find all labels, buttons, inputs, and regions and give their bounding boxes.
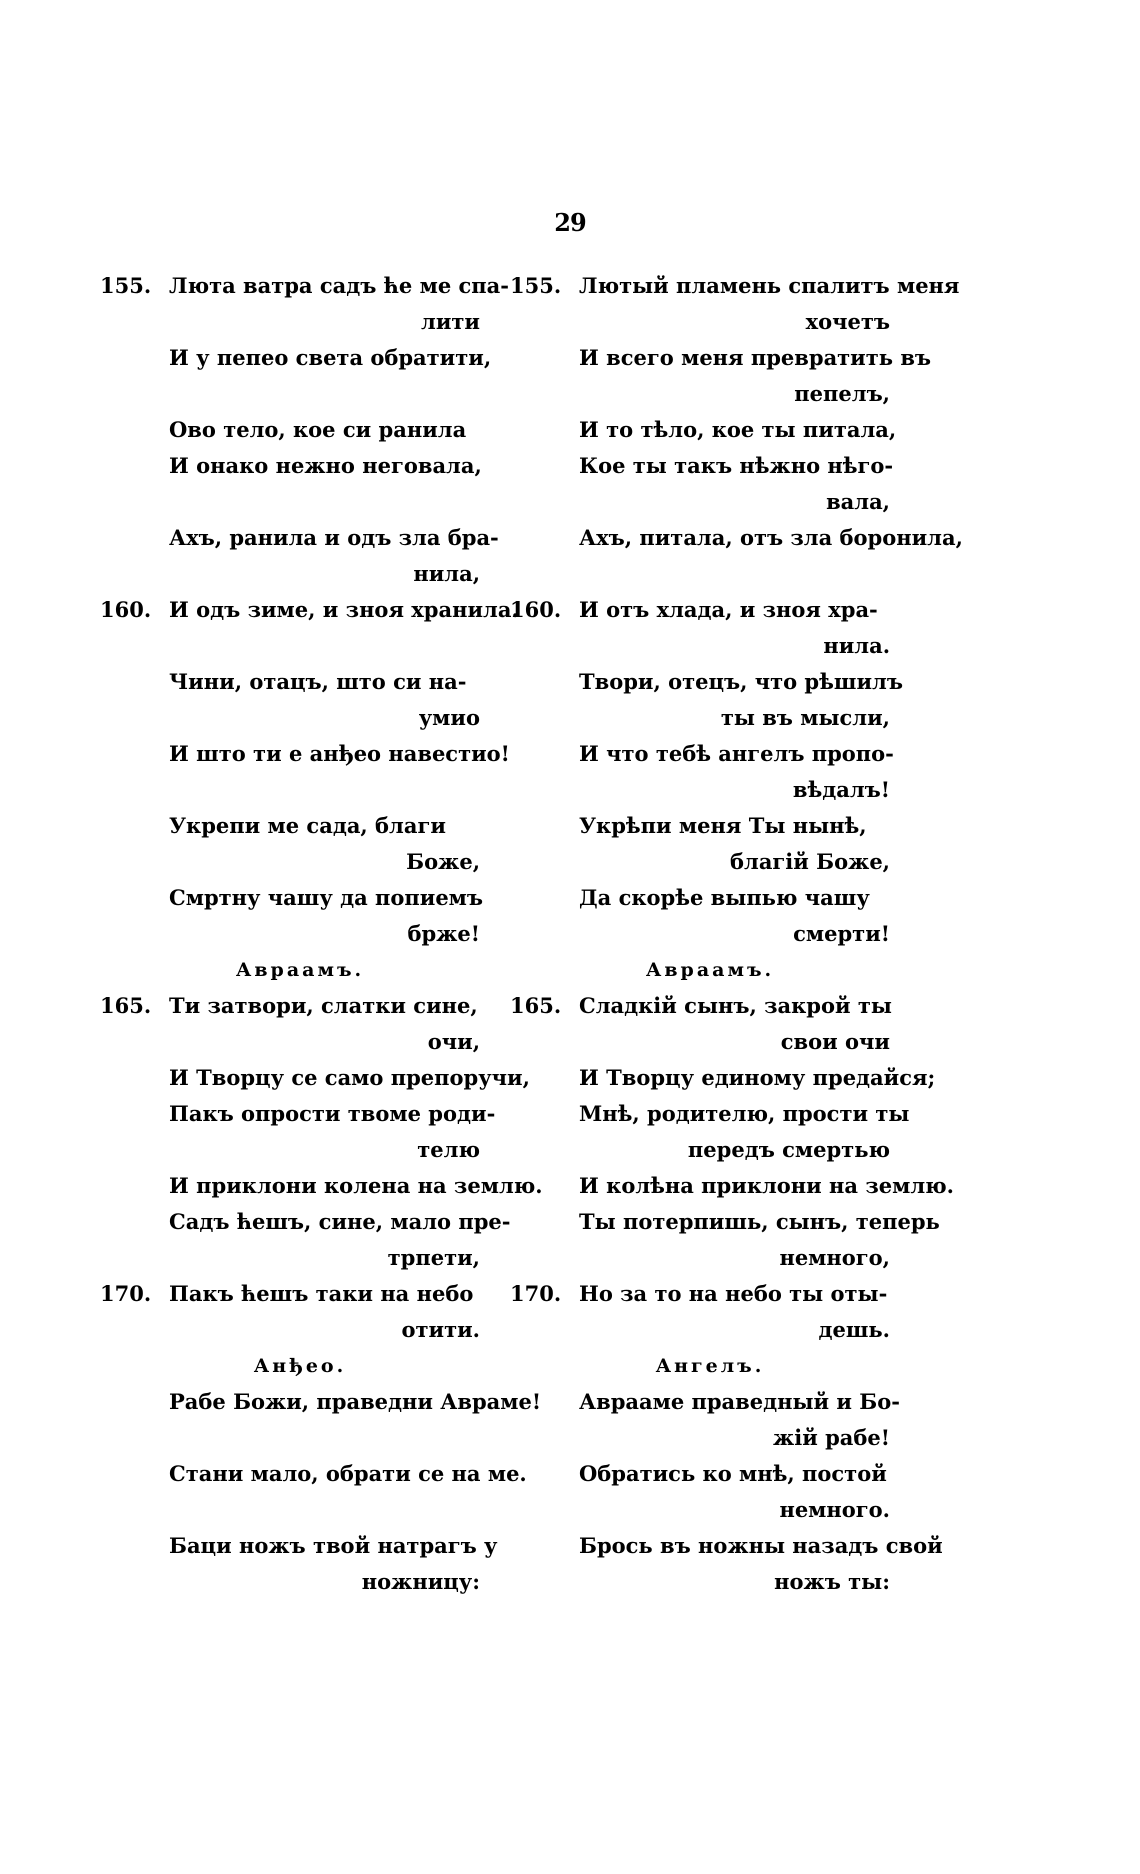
continuation-text: ножницу: (361, 1569, 480, 1594)
verse-line (510, 736, 910, 772)
verse-continuation (510, 772, 910, 808)
verse-line (100, 808, 500, 844)
verse-number: 160. (510, 597, 562, 622)
verse-line (510, 1384, 910, 1420)
verse-text: И одъ зиме, и зноя хранила. (169, 597, 519, 622)
verse-number: 155. (510, 273, 562, 298)
verse-line (510, 664, 910, 700)
speaker-heading (100, 952, 500, 988)
speaker-heading (510, 952, 910, 988)
continuation-text: хочетъ (805, 309, 890, 334)
russian-column (510, 268, 963, 1600)
verse-text: Твори, отецъ, что рѣшилъ (579, 669, 903, 694)
verse-text: И Творцу единому предайся; (579, 1065, 936, 1090)
continuation-text: ножъ ты: (774, 1569, 890, 1594)
verse-line (510, 880, 910, 916)
continuation-text: благій Боже, (730, 849, 890, 874)
speaker-name: Анђео. (253, 1355, 347, 1377)
verse-continuation (100, 1132, 500, 1168)
verse-continuation (510, 916, 910, 952)
speaker-heading (510, 1348, 910, 1384)
verse-number: 155. (100, 273, 152, 298)
verse-number: 165. (100, 993, 152, 1018)
verse-line (100, 268, 509, 304)
verse-line (100, 520, 500, 556)
verse-continuation (510, 304, 910, 340)
verse-text: Укрепи ме сада, благи (169, 813, 446, 838)
verse-text: Аврааме праведный и Бо- (579, 1389, 900, 1414)
verse-line (510, 1456, 910, 1492)
verse-continuation (100, 844, 500, 880)
continuation-text: передъ смертью (687, 1137, 890, 1162)
continuation-text: вѣдалъ! (792, 777, 890, 802)
continuation-text: дешь. (818, 1317, 890, 1342)
verse-text: Рабе Божи, праведни Авраме! (169, 1389, 542, 1414)
verse-text: И Творцу се само препоручи, (169, 1065, 530, 1090)
continuation-text: нила. (823, 633, 890, 658)
verse-continuation (510, 844, 910, 880)
verse-line (100, 412, 500, 448)
verse-continuation (100, 1024, 500, 1060)
verse-continuation (510, 1492, 910, 1528)
speaker-name: Ангелъ. (655, 1355, 765, 1377)
continuation-text: умио (418, 705, 480, 730)
verse-text: Ты потерпишь, сынъ, теперь (579, 1209, 940, 1234)
verse-line (100, 1168, 543, 1204)
verse-text: И то тѣло, кое ты питала, (579, 417, 897, 442)
verse-continuation (510, 1024, 910, 1060)
verse-line (100, 664, 500, 700)
verse-text: Мнѣ, родителю, прости ты (579, 1101, 910, 1126)
verse-line (100, 880, 500, 916)
verse-text: Укрѣпи меня Ты нынѣ, (579, 813, 867, 838)
verse-line (100, 340, 500, 376)
verse-gap (100, 484, 500, 520)
continuation-text: брже! (407, 921, 480, 946)
verse-continuation (100, 1312, 500, 1348)
continuation-text: немного. (779, 1497, 890, 1522)
verse-number: 165. (510, 993, 562, 1018)
continuation-text: отити. (401, 1317, 480, 1342)
verse-continuation (510, 1312, 910, 1348)
verse-continuation (510, 1132, 910, 1168)
verse-line (100, 1204, 511, 1240)
verse-text: Пакъ опрости твоме роди- (169, 1101, 496, 1126)
continuation-text: пепелъ, (794, 381, 890, 406)
verse-continuation (510, 1564, 910, 1600)
verse-text: Ахъ, ранила и одъ зла бра- (169, 525, 499, 550)
verse-text: Баци ножъ твой натрагъ у (169, 1533, 498, 1558)
verse-gap (100, 1492, 500, 1528)
verse-text: Сладкій сынъ, закрой ты (579, 993, 892, 1018)
verse-text: И у пепео света обратити, (169, 345, 492, 370)
verse-text: Чини, отацъ, што си на- (169, 669, 467, 694)
verse-line (100, 988, 500, 1024)
verse-line (510, 412, 910, 448)
continuation-text: смерти! (793, 921, 890, 946)
verse-text: Но за то на небо ты оты- (579, 1281, 888, 1306)
verse-text: Люта ватра садъ ће ме спа- (169, 273, 509, 298)
verse-line (100, 1528, 500, 1564)
verse-gap (510, 556, 910, 592)
verse-gap (100, 628, 500, 664)
verse-text: Обратись ко мнѣ, постой (579, 1461, 887, 1486)
verse-gap (100, 376, 500, 412)
verse-line (100, 1456, 527, 1492)
verse-text: Брось въ ножны назадъ свой (579, 1533, 943, 1558)
verse-number: 170. (510, 1281, 562, 1306)
verse-number: 170. (100, 1281, 152, 1306)
verse-line (510, 1276, 910, 1312)
verse-continuation (100, 700, 500, 736)
speaker-name: Авраамъ. (235, 959, 365, 981)
verse-line (510, 1060, 936, 1096)
verse-line (510, 1096, 910, 1132)
speaker-name: Авраамъ. (645, 959, 775, 981)
verse-gap (100, 1420, 500, 1456)
verse-continuation (100, 1564, 500, 1600)
verse-text: Да скорѣе выпью чашу (579, 885, 870, 910)
verse-text: Ово тело, кое си ранила (169, 417, 467, 442)
verse-continuation (100, 304, 500, 340)
verse-text: И отъ хлада, и зноя хра- (579, 597, 878, 622)
verse-text: И онако нежно неговала, (169, 453, 482, 478)
continuation-text: телю (417, 1137, 480, 1162)
verse-gap (100, 772, 500, 808)
continuation-text: жій рабе! (773, 1425, 890, 1450)
verse-line (510, 268, 960, 304)
verse-text: Садъ ћешъ, сине, мало пре- (169, 1209, 511, 1234)
page-number: 29 (554, 208, 586, 237)
verse-line (510, 1204, 940, 1240)
verse-continuation (100, 916, 500, 952)
verse-text: Кое ты такъ нѣжно нѣго- (579, 453, 894, 478)
verse-continuation (510, 628, 910, 664)
verse-line (510, 340, 932, 376)
verse-text: И что тебѣ ангелъ пропо- (579, 741, 894, 766)
verse-line (510, 592, 910, 628)
continuation-text: немного, (779, 1245, 890, 1270)
verse-line (100, 592, 519, 628)
verse-continuation (100, 556, 500, 592)
verse-line (100, 448, 500, 484)
verse-line (100, 736, 510, 772)
verse-text: И што ти е анђео навестио! (169, 741, 510, 766)
verse-continuation (100, 1240, 500, 1276)
verse-text: Пакъ ћешъ таки на небо (169, 1281, 474, 1306)
verse-line (100, 1060, 530, 1096)
verse-line (510, 808, 910, 844)
verse-text: Ти затвори, слатки сине, (169, 993, 478, 1018)
verse-line (100, 1384, 542, 1420)
continuation-text: Боже, (406, 849, 480, 874)
verse-continuation (510, 484, 910, 520)
verse-line (510, 1168, 954, 1204)
verse-text: И всего меня превратить въ (579, 345, 932, 370)
verse-line (510, 1528, 943, 1564)
verse-number: 160. (100, 597, 152, 622)
verse-continuation (510, 1240, 910, 1276)
continuation-text: нила, (413, 561, 480, 586)
verse-line (510, 520, 963, 556)
verse-line (510, 448, 910, 484)
continuation-text: лити (421, 309, 480, 334)
continuation-text: свои очи (780, 1029, 890, 1054)
continuation-text: вала, (826, 489, 890, 514)
verse-text: Ахъ, питала, отъ зла боронила, (579, 525, 963, 550)
verse-continuation (510, 1420, 910, 1456)
verse-text: И приклони колена на землю. (169, 1173, 543, 1198)
verse-line (100, 1276, 500, 1312)
verse-continuation (510, 376, 910, 412)
verse-line (100, 1096, 500, 1132)
verse-text: Смртну чашу да попиемъ (169, 885, 484, 910)
continuation-text: очи, (427, 1029, 480, 1054)
verse-text: И колѣна приклони на землю. (579, 1173, 954, 1198)
speaker-heading (100, 1348, 500, 1384)
verse-continuation (510, 700, 910, 736)
verse-line (510, 988, 910, 1024)
verse-text: Стани мало, обрати се на ме. (169, 1461, 527, 1486)
verse-text: Лютый пламень спалитъ меня (579, 273, 960, 298)
serbian-column (100, 268, 543, 1600)
continuation-text: ты въ мысли, (720, 705, 890, 730)
continuation-text: трпети, (387, 1245, 480, 1270)
